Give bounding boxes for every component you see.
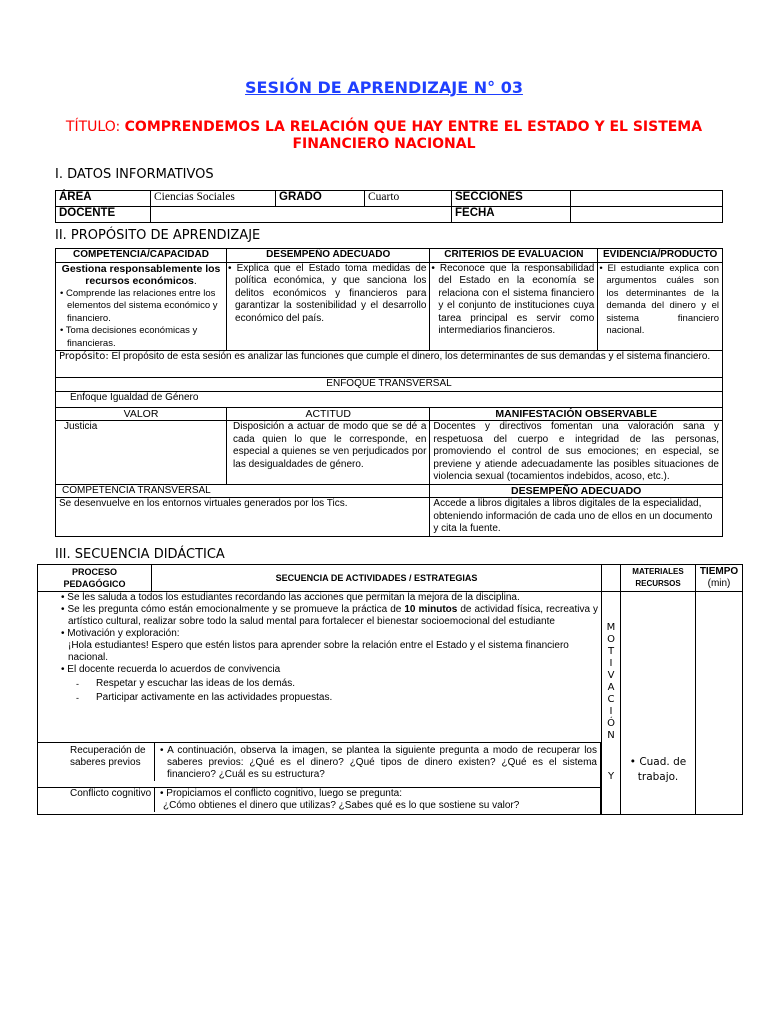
motivacion-text: ¡Hola estudiantes! Espero que estén listos para aprender sobre la relación entre el Estado y el sistema financiero nacional. xyxy=(68,640,569,663)
list-item: • Motivación y exploración: xyxy=(61,628,180,639)
acuerdo-item: - Participar activamente en las actividades propuestas. xyxy=(96,692,598,704)
col-comp-transversal: COMPETENCIA TRANSVERSAL xyxy=(56,484,430,498)
area-value: Ciencias Sociales xyxy=(151,191,276,207)
list-item: • El docente recuerda lo acuerdos de convivencia xyxy=(61,664,281,675)
criterios-cell: • Reconoce que la responsabilidad del Estado en la economía se relaciona con el sistema financiero y el conjunto de instituciones cuya tarea principal es servir como intermediarios financieros. xyxy=(430,262,598,351)
recuperacion-label: Recuperación de saberes previos xyxy=(70,743,155,781)
col-actitud: ACTITUD xyxy=(227,407,430,421)
proposito-table xyxy=(55,248,723,537)
col-competencia: COMPETENCIA/CAPACIDAD xyxy=(56,249,227,263)
col-desempeno: DESEMPEÑO ADECUADO xyxy=(227,249,430,263)
col-valor: VALOR xyxy=(56,407,227,421)
col-desempeno-adecuado: DESEMPEÑO ADECUADO xyxy=(430,484,723,498)
col-criterios: CRITERIOS DE EVALUACION xyxy=(430,249,598,263)
competencia-cell xyxy=(56,262,227,351)
conflicto-text: • Propiciamos el conflicto cognitivo, luego se pregunta: ¿Cómo obtienes el dinero que utilizas? ¿Sabes qué es lo que sostiene su valor? xyxy=(160,788,520,811)
col-evidencia: EVIDENCIA/PRODUCTO xyxy=(598,249,723,263)
proposito-text: El propósito de esta sesión es analizar las funciones que cumple el dinero, los determinantes de sus demandas y el sistema financiero. xyxy=(108,351,711,362)
fecha-value xyxy=(571,207,723,223)
secciones-value xyxy=(571,191,723,207)
col-proceso: PROCESO PEDAGÓGICO xyxy=(38,565,152,592)
grado-value: Cuarto xyxy=(365,191,452,207)
recuperacion-row xyxy=(38,743,601,788)
docente-label: DOCENTE xyxy=(56,207,151,223)
tiempo-cell xyxy=(696,592,743,815)
datos-table xyxy=(55,190,723,223)
col-actividades: SECUENCIA DE ACTIVIDADES / ESTRATEGIAS xyxy=(152,565,602,592)
conflicto-row xyxy=(38,788,601,815)
col-tiempo: TIEMPO (min) xyxy=(696,565,743,592)
evidencia-cell: • El estudiante explica con argumentos cuáles son los determinantes de la demanda del dinero y el sistema financiero nacional. xyxy=(598,262,723,351)
section-datos-heading: I. DATOS INFORMATIVOS xyxy=(55,167,214,182)
area-label: ÁREA xyxy=(56,191,151,207)
manifestacion-cell: Docentes y directivos fomentan una valoración sana y respetuosa del cuerpo e integridad de las personas, promoviendo el control de sus emociones; en especial, se previene y atiende adecuadamente las posibles situaciones de violencia sexual (tocamientos indebidos, acoso, etc.). xyxy=(430,421,723,485)
conflicto-label: Conflicto cognitivo xyxy=(70,788,155,812)
list-item: • Se les saluda a todos los estudiantes recordando las acciones que permitan la mejora de la disciplina. xyxy=(61,592,520,603)
vertical-motivacion: M O T I V A C I Ó N Y xyxy=(602,592,621,815)
col-manifestacion: MANIFESTACIÓN OBSERVABLE xyxy=(430,407,723,421)
subtitle-main: COMPRENDEMOS LA RELACIÓN QUE HAY ENTRE EL ESTADO Y EL SISTEMA FINANCIERO NACIONAL xyxy=(124,119,703,152)
competencia-item: • Comprende las relaciones entre los elementos del sistema económico y financiero. xyxy=(60,287,218,324)
proposito-label: Propósito: xyxy=(59,351,109,362)
enfoque-value: Enfoque Igualdad de Género xyxy=(56,391,723,407)
session-title: SESIÓN DE APRENDIZAJE N° 03 xyxy=(245,78,523,97)
list-item: • Se les pregunta cómo están emocionalmente y se promueve la práctica de 10 minutos de actividad física, recreativa y artístico cultural, realizar sobre todo la salud mental para fortalecer el bienestar socioemocional del estudiante xyxy=(61,604,599,627)
col-materiales: MATERIALES RECURSOS xyxy=(621,565,696,592)
secciones-label: SECCIONES xyxy=(452,191,571,207)
session-subtitle xyxy=(60,119,708,153)
desempeno-transversal-cell: Accede a libros digitales a libros digitales de la especialidad, obteniendo información de cada uno de ellos en un documento y cita la fuente. xyxy=(430,498,723,537)
docente-value xyxy=(151,207,452,223)
fecha-label: FECHA xyxy=(452,207,571,223)
materiales-cell: • Cuad. de trabajo. xyxy=(621,592,696,815)
enfoque-header: ENFOQUE TRANSVERSAL xyxy=(56,378,723,392)
acuerdo-item: - Respetar y escuchar las ideas de los demás. xyxy=(96,678,598,690)
valor-cell: Justicia xyxy=(56,421,227,485)
proposito-row xyxy=(56,351,723,378)
desempeno-cell: • Explica que el Estado toma medidas de política económica, y que sanciona los delitos económicos y financieros para garantizar la sostenibilidad y el desarrollo económico del país. xyxy=(227,262,430,351)
competencia-item: • Toma decisiones económicas y financieras. xyxy=(60,325,198,349)
actitud-cell: Disposición a actuar de modo que se dé a cada quien lo que le corresponde, en especial a quienes se ven perjudicados por las desigualdades de género. xyxy=(227,421,430,485)
competencia-title: Gestiona responsablemente los recursos económicos. xyxy=(61,262,221,287)
inicio-cell xyxy=(38,592,602,743)
comp-transversal-cell: Se desenvuelve en los entornos virtuales generados por los Tics. xyxy=(56,498,430,537)
section-proposito-heading: II. PROPÓSITO DE APRENDIZAJE xyxy=(55,228,261,243)
subtitle-prefix: TÍTULO: xyxy=(65,119,125,135)
recuperacion-text: • A continuación, observa la imagen, se plantea la siguiente pregunta a modo de recuperar los saberes previos: ¿Qué es el dinero? ¿Qué tipos de dinero existen? ¿Qué es el sistema financiero? ¿Cuál es su estructura? xyxy=(160,745,597,780)
grado-label: GRADO xyxy=(276,191,365,207)
secuencia-table xyxy=(37,564,743,815)
section-secuencia-heading: III. SECUENCIA DIDÁCTICA xyxy=(55,547,225,562)
